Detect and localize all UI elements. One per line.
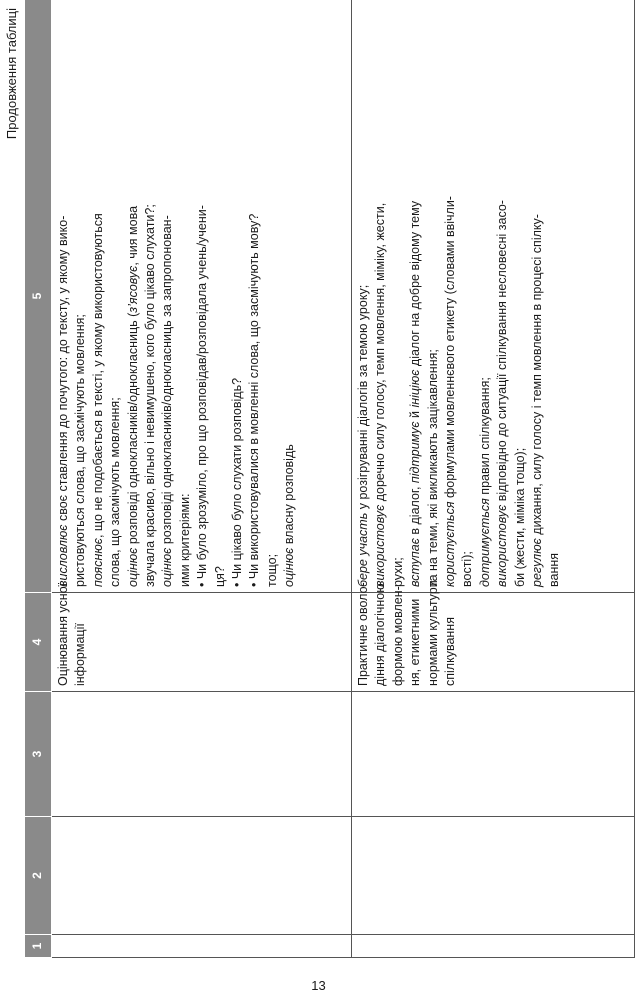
cell-topic <box>352 580 635 692</box>
cell-line: рухи; <box>390 557 405 587</box>
emphasized-verb: бере участь <box>356 512 370 587</box>
cell-line: ими критеріями: <box>177 493 192 587</box>
cell-line: діння діалогічною <box>373 583 388 686</box>
cell-line: Практичне оволо- <box>356 582 370 686</box>
cell-line: слова, що засмічують мовлення; <box>108 397 123 587</box>
cell-outcomes <box>52 0 352 593</box>
cell-line: висловлює своє ставлення до почутого: до тексту, у якому вико- <box>56 215 70 587</box>
emphasized-verb: оцінює <box>160 547 175 587</box>
cell-line: звучала красиво, вільно і невимушено, кого було цікаво слухати?; <box>143 204 158 587</box>
page-number: 13 <box>311 978 326 993</box>
cell-line: вступає в діалог, підтримує й ініціює діалог на добре відому тему <box>408 200 423 587</box>
emphasized-verb: використовує <box>373 504 388 587</box>
cell-line: ця? <box>212 566 227 587</box>
cell-line: вості); <box>460 551 475 587</box>
emphasized-verb: оцінює <box>282 547 297 587</box>
cell-line: інформації <box>73 623 88 686</box>
table-row <box>52 0 352 958</box>
cell-line: спілкування <box>443 617 458 686</box>
emphasized-verb: з’ясовує <box>125 265 140 313</box>
cell-line: пояснює, що не подобається в тексті, у якому використовуються <box>90 213 105 587</box>
cell-line: бере участь у розігруванні діалогів за темою уроку; <box>356 284 370 587</box>
cell-line: використовує відповідно до ситуації спілкування несловесні засо- <box>495 200 510 587</box>
continued-label: Продовження таблиці <box>4 8 19 140</box>
emphasized-verb: вступає <box>408 538 423 587</box>
header-col-2: 2 <box>25 817 52 935</box>
cell-line: оцінює розповіді однокласників/однокласниць (з’ясовує, чия мова <box>125 205 140 587</box>
cell-line: тощо; <box>264 553 279 587</box>
emphasized-verb: оцінює <box>125 547 140 587</box>
cell-line: би (жести, міміка тощо); <box>512 447 527 587</box>
header-row <box>25 0 52 958</box>
cell-line: • Чи цікаво було слухати розповідь? <box>230 377 245 587</box>
cell-col-3 <box>52 692 352 817</box>
cell-line: регулює дихання, силу голосу і темп мовлення в процесі спілку- <box>530 214 545 587</box>
cell-line: формою мовлен- <box>390 586 405 686</box>
cell-line: дотримується правил спілкування; <box>477 377 492 587</box>
cell-line: • Чи використовувалися в мовленні слова, що засмічують мову? <box>247 213 262 587</box>
emphasized-verb: дотримується <box>477 498 492 587</box>
emphasized-verb: висловлює <box>56 524 70 587</box>
cell-col-2 <box>352 817 635 935</box>
emphasized-verb: пояснює <box>90 538 105 587</box>
emphasized-verb: підтримує <box>408 421 423 484</box>
cell-line: Оцінювання усної <box>56 582 70 686</box>
cell-line: нормами культури <box>425 580 440 686</box>
cell-line: та на теми, які викликають зацікавлення; <box>425 349 440 587</box>
cell-col-2 <box>52 817 352 935</box>
table-row <box>352 0 635 958</box>
header-col-5: 5 <box>25 0 52 593</box>
emphasized-verb: ініціює <box>408 369 423 408</box>
cell-line: оцінює власну розповідь <box>282 444 297 587</box>
cell-col-1 <box>52 935 352 958</box>
cell-line: ня, етикетними <box>408 598 423 686</box>
cell-line: ристовуються слова, що засмічують мовлення; <box>73 314 88 587</box>
cell-col-1 <box>352 935 635 958</box>
cell-line: • Чи було зрозуміло, про що розповідав/розповідала учень/учени- <box>195 205 210 587</box>
cell-col-3 <box>352 692 635 817</box>
emphasized-verb: користується <box>443 501 458 587</box>
cell-line: оцінює розповіді однокласників/однокласниць за запропонован- <box>160 215 175 587</box>
header-col-3: 3 <box>25 692 52 817</box>
cell-line: використовує доречно силу голосу, темп мовлення, міміку, жести, <box>373 202 388 587</box>
cell-line: користується формулами мовленнєвого етикету (словами ввічли- <box>443 196 458 587</box>
cell-topic <box>52 582 352 692</box>
header-col-4: 4 <box>25 593 52 692</box>
emphasized-verb: регулює <box>530 538 545 587</box>
emphasized-verb: використовує <box>495 504 510 587</box>
cell-line: вання <box>547 552 562 587</box>
cell-outcomes <box>352 0 635 593</box>
header-col-1: 1 <box>25 935 52 958</box>
curriculum-table <box>24 0 635 958</box>
